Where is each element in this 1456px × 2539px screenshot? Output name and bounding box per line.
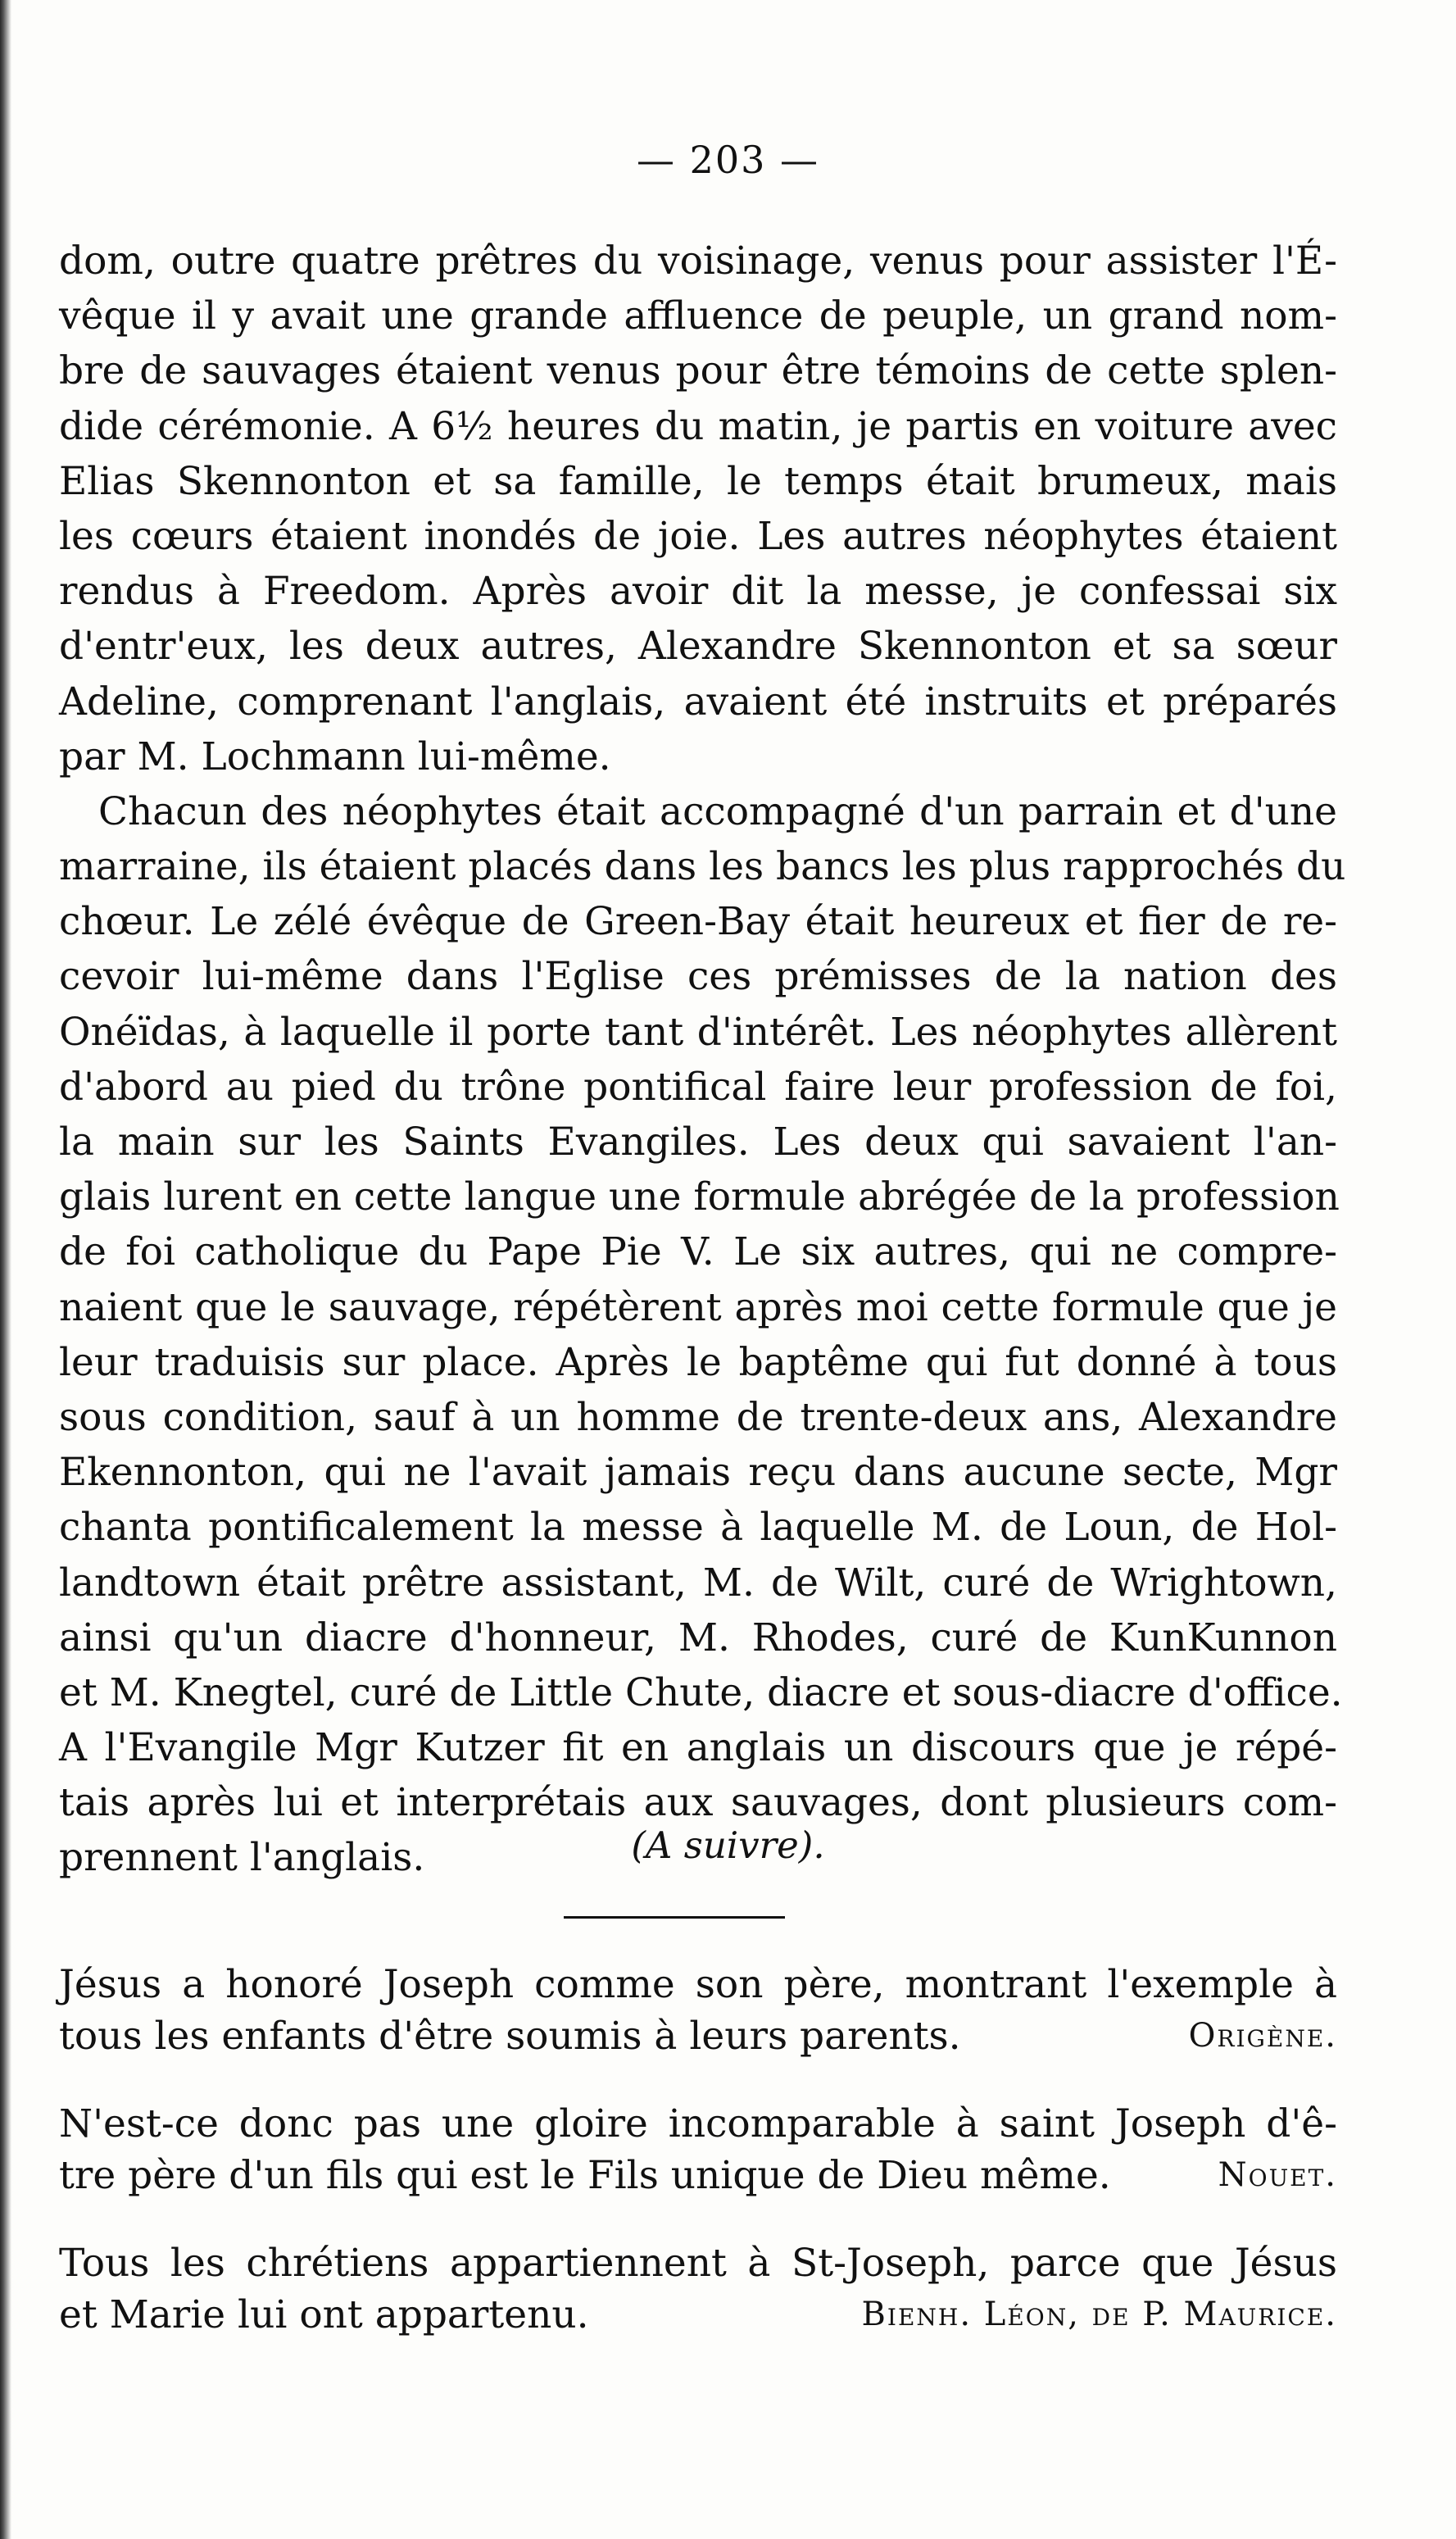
text-line: leur traduisis sur place. Après le baptême qui fut donné à tous (59, 1339, 1337, 1385)
text-line: Ekennonton, qui ne l'avait jamais reçu dans aucune secte, Mgr (59, 1450, 1337, 1496)
text-line: Elias Skennonton et sa famille, le temps était brumeux, mais (59, 458, 1337, 504)
text-line: et M. Knegtel, curé de Little Chute, diacre et sous-diacre d'office. (59, 1669, 1343, 1715)
quote-line: tre père d'un fils qui est le Fils unique de Dieu même. (59, 2153, 1111, 2198)
text-line: dide cérémonie. A 6½ heures du matin, je partis en voiture avec (59, 403, 1337, 449)
main-text (59, 234, 1346, 1886)
text-line: landtown était prêtre assistant, M. de Wilt, curé de Wrightown, (59, 1560, 1337, 1606)
text-line: sous condition, sauf à un homme de trente-deux ans, Alexandre (59, 1394, 1337, 1440)
text-line: rendus à Freedom. Après avoir dit la messe, je confessai six (59, 569, 1337, 615)
text-line: les cœurs étaient inondés de joie. Les autres néophytes étaient (59, 513, 1337, 559)
text-line: naient que le sauvage, répétèrent après moi cette formule que je (59, 1284, 1337, 1330)
page-number: — 203 — (636, 138, 820, 182)
text-line: ainsi qu'un diacre d'honneur, M. Rhodes, curé de KunKunnon (59, 1615, 1337, 1660)
text-line: par M. Lochmann lui-même. (59, 734, 611, 779)
quote-last-line (59, 2289, 1337, 2341)
text-line: chœur. Le zélé évêque de Green-Bay était heureux et fier de re- (59, 899, 1337, 945)
page-edge-shadow (0, 0, 11, 2539)
quote-block (59, 2098, 1337, 2201)
section-divider (564, 1916, 785, 1919)
quote-author: Bienh. Léon, de P. Maurice. (861, 2296, 1337, 2333)
text-line: dom, outre quatre prêtres du voisinage, venus pour assister l'É- (59, 238, 1337, 284)
quote-block (59, 2237, 1337, 2341)
quote-line: Tous les chrétiens appartiennent à St-Joseph, parce que Jésus (59, 2241, 1337, 2286)
text-line: chanta pontificalement la messe à laquelle M. de Loun, de Hol- (59, 1505, 1337, 1551)
text-line: tais après lui et interprétais aux sauvages, dont plusieurs com- (59, 1780, 1337, 1826)
quote-last-line (59, 2010, 1337, 2062)
text-line: de foi catholique du Pape Pie V. Le six autres, qui ne compre- (59, 1229, 1337, 1275)
quote-last-line (59, 2150, 1337, 2201)
text-line: vêque il y avait une grande affluence de peuple, un grand nom- (59, 293, 1337, 339)
text-line: d'abord au pied du trône pontifical faire leur profession de foi, (59, 1064, 1337, 1110)
quote-line: et Marie lui ont appartenu. (59, 2292, 589, 2337)
text-line: glais lurent en cette langue une formule abrégée de la profession (59, 1174, 1340, 1220)
text-line: Adeline, comprenant l'anglais, avaient été instruits et préparés (59, 679, 1337, 724)
quote-line: N'est-ce donc pas une gloire incomparable à saint Joseph d'ê- (59, 2101, 1337, 2146)
quote-block (59, 1959, 1337, 2062)
continuation-note: (A suivre). (631, 1824, 825, 1867)
text-line: la main sur les Saints Evangiles. Les deux qui savaient l'an- (59, 1120, 1337, 1165)
text-line: prennent l'anglais. (59, 1835, 425, 1881)
text-line: Chacun des néophytes était accompagné d'un parrain et d'une (98, 788, 1337, 834)
text-line: Onéïdas, à laquelle il porte tant d'intérêt. Les néophytes allèrent (59, 1009, 1337, 1055)
text-line: bre de sauvages étaient venus pour être témoins de cette splen- (59, 348, 1337, 394)
quote-line: tous les enfants d'être soumis à leurs parents. (59, 2014, 961, 2059)
quote-author: Nouet. (1218, 2156, 1337, 2194)
quote-author: Origène. (1188, 2017, 1337, 2055)
text-line: marraine, ils étaient placés dans les bancs les plus rapprochés du (59, 844, 1346, 890)
text-line: A l'Evangile Mgr Kutzer fit en anglais un discours que je répé- (59, 1725, 1337, 1771)
text-line: d'entr'eux, les deux autres, Alexandre Skennonton et sa sœur (59, 624, 1337, 670)
quote-line: Jésus a honoré Joseph comme son père, montrant l'exemple à (59, 1962, 1337, 2007)
text-line: cevoir lui-même dans l'Eglise ces prémisses de la nation des (59, 954, 1337, 1000)
